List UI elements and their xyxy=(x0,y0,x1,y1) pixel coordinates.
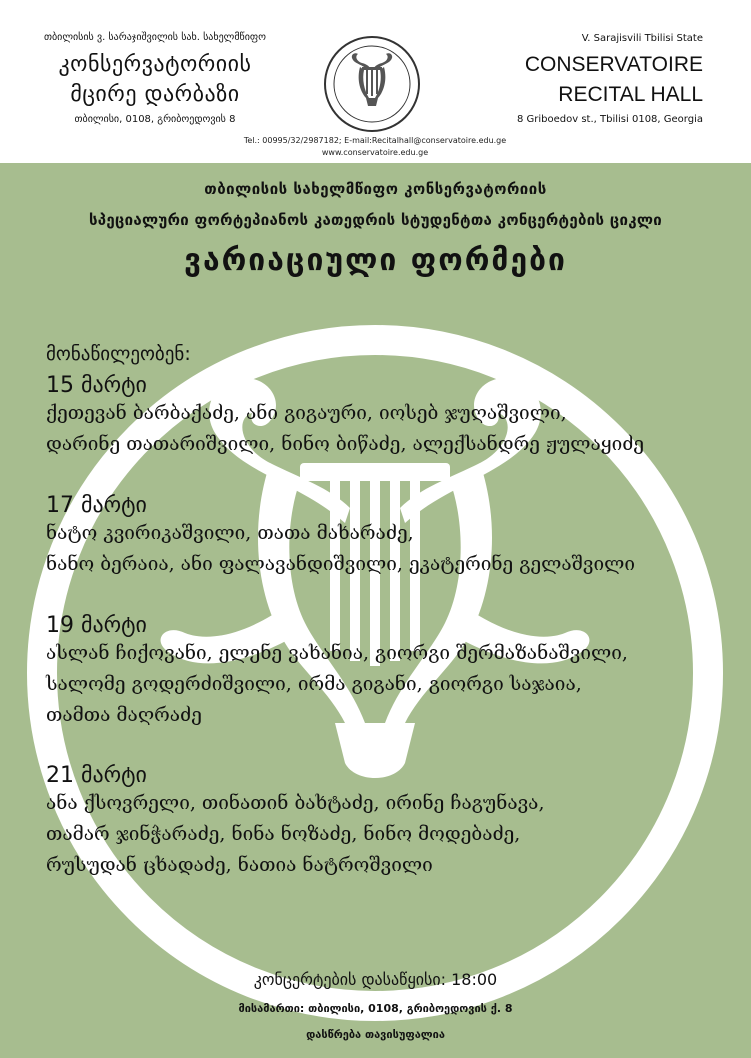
performer-line: ასლან ჩიქოვანი, ელენე ვახანია, გიორგი შერმაზანაშვილი, xyxy=(46,642,628,664)
performer-line: დარინე თათარიშვილი, ნინო ბიწაძე, ალექსანდრე ჟულაყიძე xyxy=(46,433,645,455)
concert-date: 17 მარტი xyxy=(46,493,147,518)
performer-line: ნანო ბერაია, ანი ფალავანდიშვილი, ეკატერინე გელაშვილი xyxy=(46,553,636,575)
start-time: კონცერტების დასაწყისი: 18:00 xyxy=(253,970,498,989)
concert-15 xyxy=(46,373,726,460)
performer-line: ნატო კვირიკაშვილი, თათა მახარაძე, xyxy=(46,522,414,544)
contact-website: www.conservatoire.edu.ge xyxy=(321,148,429,157)
contact-phone-email: Tel.: 00995/32/2987182; E-mail:Recitalhall@conservatoire.edu.ge xyxy=(243,136,507,145)
header xyxy=(0,0,751,163)
performer-line: ანა ქსოვრელი, თინათინ ბახტაძე, ირინე ჩაგუნავა, xyxy=(46,792,545,814)
concert-17 xyxy=(46,493,726,580)
performer-line: ქეთევან ბარბაქაძე, ანი გიგაური, იოსებ ჯუღაშვილი, xyxy=(46,402,567,424)
venue-address: მისამართი: თბილისი, 0108, გრიბოედოვის ქ. 8 xyxy=(238,1002,513,1015)
concert-date: 21 მარტი xyxy=(46,763,147,788)
performer-line: სალომე გოდერძიშვილი, ირმა გიგანი, გიორგი საჯაია, xyxy=(46,673,582,695)
header-left-address: თბილისი, 0108, გრიბოედოვის 8 xyxy=(74,114,236,125)
concert-date: 19 მარტი xyxy=(46,613,147,638)
header-left-hall: მცირე დარბაზი xyxy=(70,82,240,107)
performer-line: თამთა მაღრაძე xyxy=(46,704,202,726)
concert-19 xyxy=(46,613,726,731)
admission-note: დასწრება თავისუფალია xyxy=(306,1028,445,1041)
title-institution: თბილისის სახელმწიფო კონსერვატორიის xyxy=(204,180,547,198)
header-right-conservatoire: CONSERVATOIRE xyxy=(524,53,703,76)
concert-date: 15 მარტი xyxy=(46,373,147,398)
participants-label: მონაწილეობენ: xyxy=(46,343,191,365)
main-title: ვარიაციული ფორმები xyxy=(184,243,567,278)
lyre-icon xyxy=(0,163,751,1058)
header-right-address: 8 Griboedov st., Tbilisi 0108, Georgia xyxy=(516,114,703,125)
performer-line: თამარ ჯინჭარაძე, ნინა ნოზაძე, ნინო მოდებაძე, xyxy=(46,823,521,845)
performer-line: რუსუდან ცხადაძე, ნათია ნატროშვილი xyxy=(46,854,433,876)
concert-21 xyxy=(46,763,726,881)
header-left-institution: თბილისის ვ. სარაჯიშვილის სახ. სახელმწიფო xyxy=(43,32,267,43)
title-series: სპეციალური ფორტეპიანოს კათედრის სტუდენტთა კონცერტების ციკლი xyxy=(88,211,663,229)
header-left-conservatoire: კონსერვატორიის xyxy=(58,52,252,77)
header-right-institution: V. Sarajisvili Tbilisi State xyxy=(581,33,703,44)
header-right-hall: RECITAL HALL xyxy=(558,83,703,106)
